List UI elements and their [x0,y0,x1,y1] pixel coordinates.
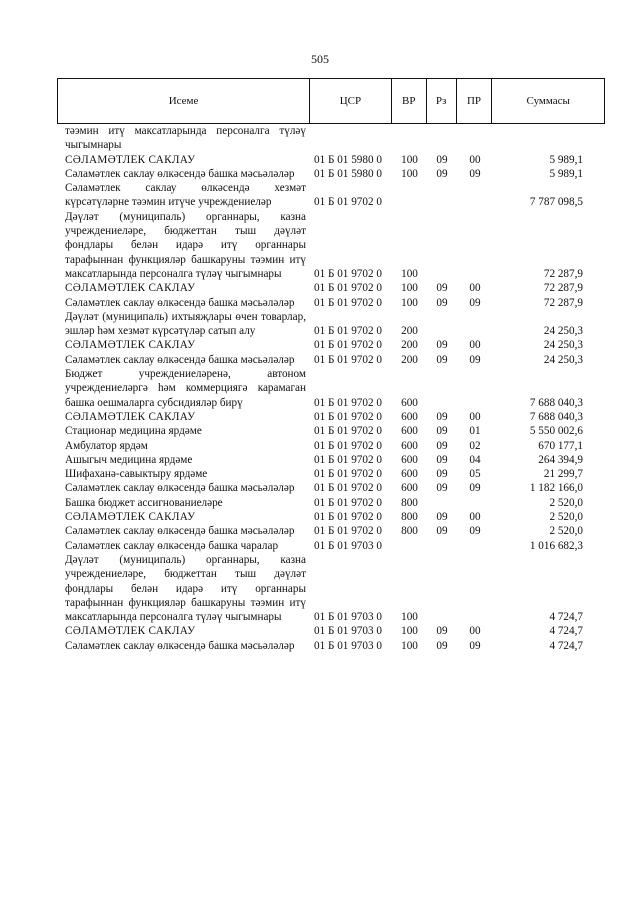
cell-sum: 670 177,1 [538,439,583,452]
cell-pr: 04 [469,453,481,466]
column-header-vr: ВР [392,79,427,123]
cell-rz: 09 [436,482,448,495]
cell-sum: 264 394,9 [538,453,583,466]
cell-sum: 24 250,3 [543,353,583,366]
cell-csr: 01 Б 01 9702 0 [314,267,382,280]
cell-rz: 09 [436,639,448,652]
cell-name: Дәүләт (муниципаль) ихтыяҗлары өчен товарлар, эшләр һәм хезмәт күрсәтүләр сатып алу [65,310,306,338]
cell-name: СӘЛАМӘТЛЕК САКЛАУ [65,410,196,423]
cell-sum: 5 989,1 [549,153,583,166]
cell-sum: 72 287,9 [543,296,583,309]
cell-csr: 01 Б 01 9702 0 [314,453,382,466]
cell-vr: 100 [401,611,418,624]
page-number: 505 [311,52,329,66]
cell-rz: 09 [436,439,448,452]
cell-vr: 600 [401,439,418,452]
cell-sum: 7 688 040,3 [529,410,583,423]
cell-name: Шифаханә-савыктыру ярдәме [65,468,208,481]
cell-vr: 600 [401,482,418,495]
cell-sum: 72 287,9 [543,282,583,295]
table-row [57,424,605,438]
cell-rz: 09 [436,339,448,352]
table-row [57,467,605,481]
cell-vr: 100 [401,282,418,295]
cell-name: Сәламәтлек саклау өлкәсендә башка мәсьәләләр [65,353,295,366]
cell-vr: 800 [401,525,418,538]
cell-rz: 09 [436,625,448,638]
cell-vr: 100 [401,625,418,638]
cell-pr: 09 [469,353,481,366]
cell-name: Дәүләт (муниципаль) органнары, казна учреждениеләре, бюджеттан тыш дәүләт фондлары белән идарә итү органнары тарафыннан функцияләр башкаруны тәэмин итү максатларында персоналга түләү чыгымнары [65,553,306,624]
cell-rz: 09 [436,167,448,180]
cell-vr: 600 [401,425,418,438]
cell-csr: 01 Б 01 5980 0 [314,153,382,166]
cell-csr: 01 Б 01 9702 0 [314,282,382,295]
cell-csr: 01 Б 01 9702 0 [314,468,382,481]
table-row [57,310,605,339]
table-row [57,296,605,310]
cell-csr: 01 Б 01 9702 0 [314,339,382,352]
cell-csr: 01 Б 01 9702 0 [314,525,382,538]
table-row [57,210,605,281]
cell-csr: 01 Б 01 9702 0 [314,325,382,338]
cell-vr: 200 [401,325,418,338]
cell-pr: 00 [469,511,481,524]
table-row [57,481,605,495]
cell-csr: 01 Б 01 9703 0 [314,611,382,624]
cell-vr: 600 [401,453,418,466]
column-header-csr: ЦСР [310,79,392,123]
cell-pr: 09 [469,525,481,538]
cell-pr: 00 [469,410,481,423]
cell-csr: 01 Б 01 9702 0 [314,425,382,438]
table-row [57,181,605,210]
cell-sum: 2 520,0 [549,511,583,524]
cell-pr: 09 [469,167,481,180]
cell-vr: 800 [401,496,418,509]
table-row [57,510,605,524]
column-header-rz: Рз [427,79,457,123]
cell-name: Ашыгыч медицина ярдәме [65,453,193,466]
cell-vr: 100 [401,296,418,309]
cell-name: СӘЛАМӘТЛЕК САКЛАУ [65,339,196,352]
cell-rz: 09 [436,282,448,295]
cell-csr: 01 Б 01 9703 0 [314,539,382,552]
cell-csr: 01 Б 01 9702 0 [314,511,382,524]
cell-vr: 600 [401,396,418,409]
cell-sum: 5 989,1 [549,167,583,180]
cell-rz: 09 [436,525,448,538]
cell-vr: 600 [401,410,418,423]
cell-sum: 24 250,3 [543,339,583,352]
cell-pr: 02 [469,439,481,452]
cell-name: Амбулатор ярдәм [65,439,148,452]
cell-pr: 01 [469,425,481,438]
cell-csr: 01 Б 01 9702 0 [314,496,382,509]
cell-vr: 600 [401,468,418,481]
cell-name: Сәламәтлек саклау өлкәсендә башка мәсьәләләр [65,525,295,538]
cell-name: Башка бюджет ассигнованиеләре [65,496,223,509]
table-row [57,367,605,410]
cell-vr: 100 [401,267,418,280]
cell-pr: 00 [469,282,481,295]
cell-sum: 21 299,7 [543,468,583,481]
cell-name: Сәламәтлек саклау өлкәсендә башка мәсьәләләр [65,639,295,652]
cell-name: Стационар медицина ярдәме [65,425,202,438]
cell-sum: 2 520,0 [549,496,583,509]
table-row [57,338,605,352]
cell-sum: 24 250,3 [543,325,583,338]
cell-name: СӘЛАМӘТЛЕК САКЛАУ [65,282,196,295]
table-row [57,639,605,653]
cell-pr: 00 [469,153,481,166]
table-row [57,553,605,624]
cell-sum: 2 520,0 [549,525,583,538]
cell-vr: 200 [401,339,418,352]
cell-name: Сәламәтлек саклау өлкәсендә хезмәт күрсәтүләрне тәэмин итүче учреждениеләр [65,182,306,209]
cell-pr: 00 [469,339,481,352]
cell-rz: 09 [436,468,448,481]
cell-pr: 09 [469,482,481,495]
cell-pr: 09 [469,296,481,309]
table-row [57,153,605,167]
cell-rz: 09 [436,425,448,438]
cell-sum: 7 787 098,5 [529,196,583,209]
cell-csr: 01 Б 01 9703 0 [314,625,382,638]
cell-sum: 4 724,7 [549,625,583,638]
cell-name: Сәламәтлек саклау өлкәсендә башка мәсьәләләр [65,167,295,180]
cell-csr: 01 Б 01 9702 0 [314,410,382,423]
cell-rz: 09 [436,453,448,466]
cell-csr: 01 Б 01 9702 0 [314,439,382,452]
cell-pr: 00 [469,625,481,638]
cell-vr: 100 [401,639,418,652]
cell-name: Сәламәтлек саклау өлкәсендә башка чаралар [65,539,279,552]
table-row [57,410,605,424]
table-row [57,539,605,553]
table-row [57,167,605,181]
cell-name: тәэмин итү максатларында персоналга түләү чыгымнары [65,125,306,152]
table-row [57,496,605,510]
cell-name: Сәламәтлек саклау өлкәсендә башка мәсьәләләр [65,296,295,309]
cell-sum: 5 550 002,6 [529,425,583,438]
cell-name: СӘЛАМӘТЛЕК САКЛАУ [65,511,196,524]
column-header-name: Исеме [58,79,310,123]
cell-name: Бюджет учреждениеләренә, автоном учреждениеләргә һәм коммерциягә карамаган башка оешмаларга субсидияләр бирү [65,368,306,409]
cell-sum: 4 724,7 [549,611,583,624]
cell-name: СӘЛАМӘТЛЕК САКЛАУ [65,153,196,166]
cell-vr: 800 [401,511,418,524]
cell-sum: 72 287,9 [543,267,583,280]
table-header [57,78,605,124]
table-body [57,124,605,653]
cell-pr: 09 [469,639,481,652]
cell-sum: 1 016 682,3 [529,539,583,552]
cell-rz: 09 [436,410,448,423]
cell-sum: 4 724,7 [549,639,583,652]
column-header-pr: ПР [457,79,493,123]
table-row [57,524,605,538]
cell-csr: 01 Б 01 9702 0 [314,353,382,366]
column-header-sum: Суммасы [526,95,570,107]
cell-vr: 100 [401,167,418,180]
table-row [57,124,605,153]
cell-rz: 09 [436,353,448,366]
cell-name: Сәламәтлек саклау өлкәсендә башка мәсьәләләр [65,482,295,495]
cell-csr: 01 Б 01 5980 0 [314,167,382,180]
cell-rz: 09 [436,153,448,166]
cell-name: Дәүләт (муниципаль) органнары, казна учреждениеләре, бюджеттан тыш дәүләт фондлары белән идарә итү органнары тарафыннан функцияләр башкаруны тәэмин итү максатларында персоналга түләү чыгымнары [65,210,306,280]
cell-csr: 01 Б 01 9702 0 [314,296,382,309]
table-row [57,453,605,467]
cell-csr: 01 Б 01 9702 0 [314,396,382,409]
cell-vr: 200 [401,353,418,366]
cell-vr: 100 [401,153,418,166]
cell-csr: 01 Б 01 9702 0 [314,482,382,495]
cell-rz: 09 [436,296,448,309]
table-row [57,624,605,638]
cell-pr: 05 [469,468,481,481]
cell-rz: 09 [436,511,448,524]
table-row [57,439,605,453]
cell-csr: 01 Б 01 9703 0 [314,639,382,652]
cell-sum: 7 688 040,3 [529,396,583,409]
table-row [57,353,605,367]
cell-csr: 01 Б 01 9702 0 [314,196,382,209]
cell-name: СӘЛАМӘТЛЕК САКЛАУ [65,625,196,638]
cell-sum: 1 182 166,0 [529,482,583,495]
table-row [57,281,605,295]
